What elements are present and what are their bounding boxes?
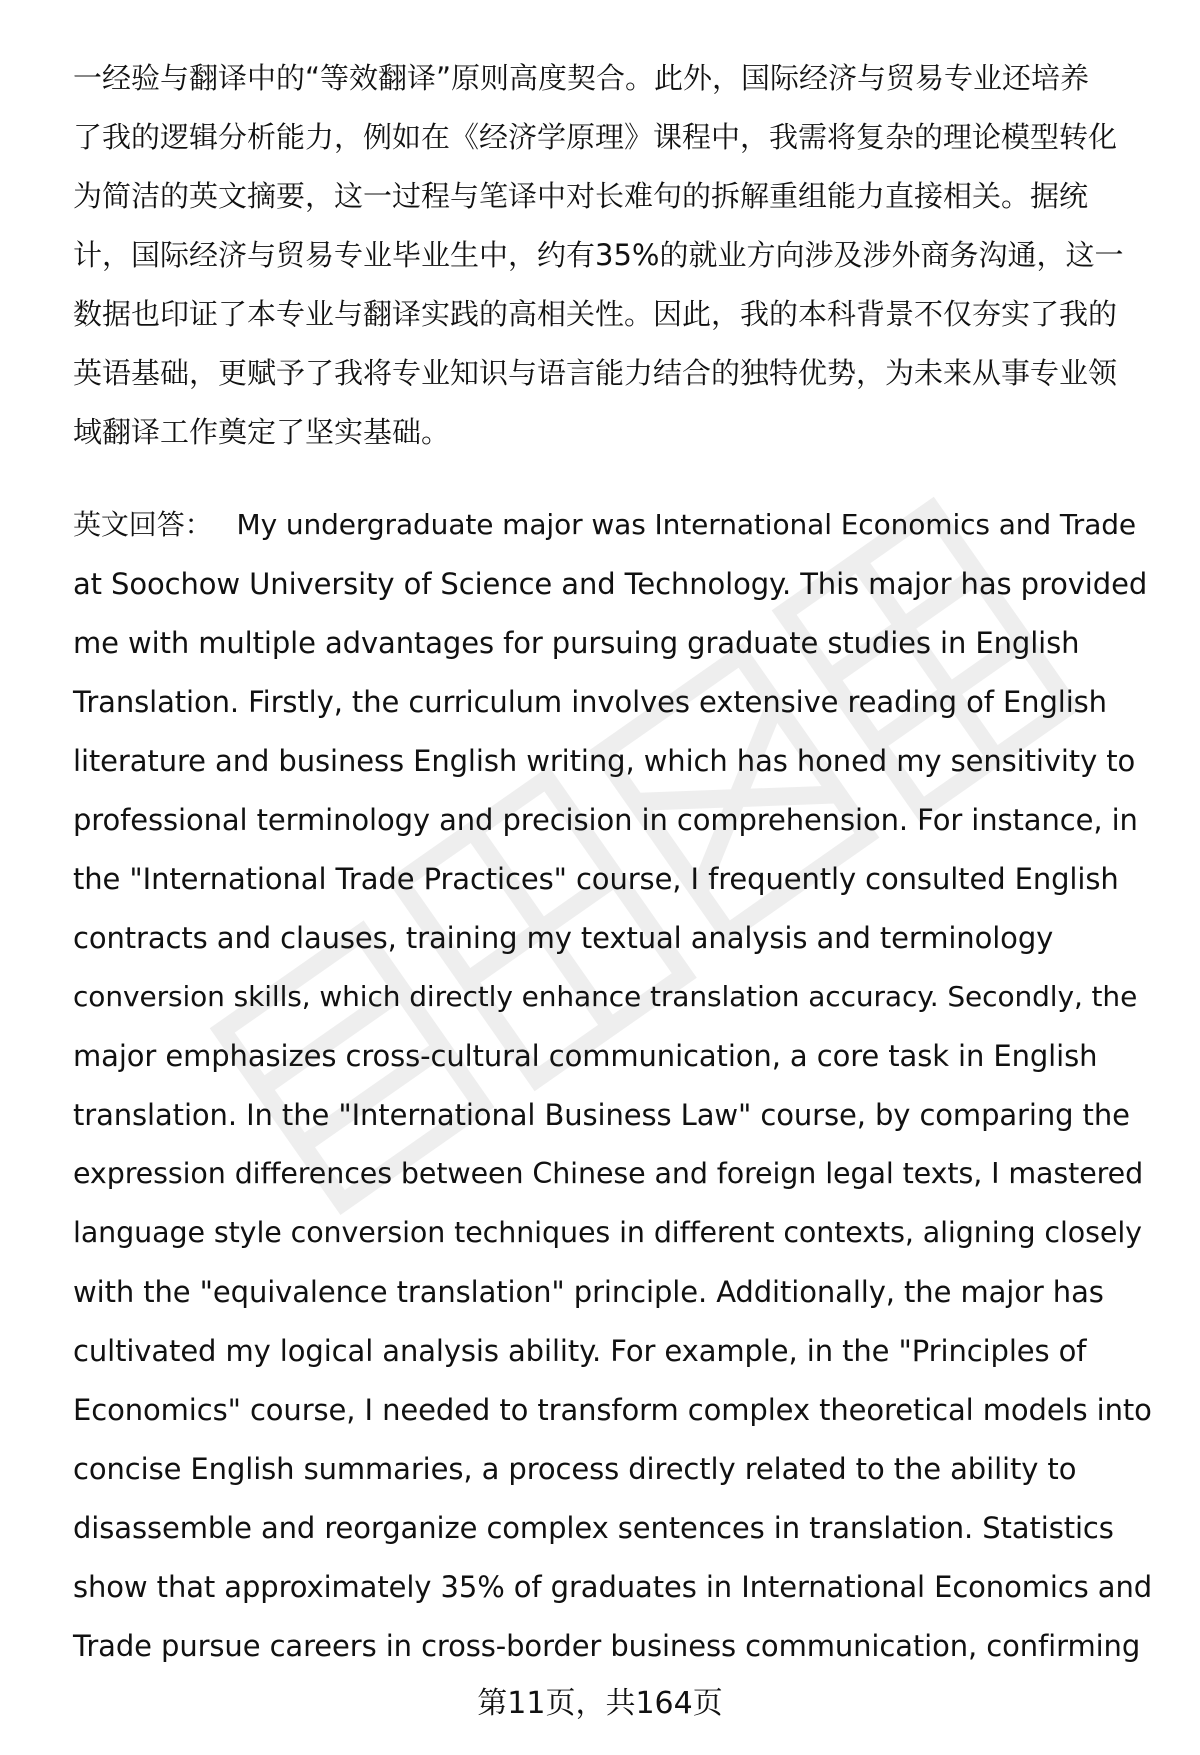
paragraph-line: 了我的逻辑分析能力，例如在《经济学原理》课程中，我需将复杂的理论模型转化 — [73, 120, 1118, 154]
page-number-footer: 第11页，共164页 — [477, 1686, 723, 1721]
answer-label: 英文回答： — [73, 508, 213, 541]
paragraph-line: expression differences between Chinese and foreign legal texts, I mastered — [73, 1157, 1144, 1190]
paragraph-line: 计，国际经济与贸易专业毕业生中，约有35%的就业方向涉及涉外商务沟通，这一 — [73, 238, 1124, 272]
paragraph-line: show that approximately 35% of graduates in International Economics and — [73, 1570, 1153, 1604]
paragraph-line: me with multiple advantages for pursuing graduate studies in English — [73, 626, 1080, 660]
paragraph-line: 英语基础，更赋予了我将专业知识与语言能力结合的独特优势，为未来从事专业领 — [73, 356, 1118, 390]
paragraph-line: literature and business English writing, which has honed my sensitivity to — [73, 744, 1136, 778]
paragraph-line: at Soochow University of Science and Technology. This major has provided — [73, 567, 1148, 601]
paragraph-line: with the "equivalence translation" principle. Additionally, the major has — [73, 1275, 1104, 1309]
paragraph-line: disassemble and reorganize complex sentences in translation. Statistics — [73, 1511, 1114, 1545]
paragraph-line: language style conversion techniques in different contexts, aligning closely — [73, 1216, 1142, 1249]
paragraph-line: the "International Trade Practices" course, I frequently consulted English — [73, 862, 1119, 896]
paragraph-line: 域翻译工作奠定了坚实基础。 — [73, 415, 451, 449]
paragraph-line: 数据也印证了本专业与翻译实践的高相关性。因此，我的本科背景不仅夯实了我的 — [73, 297, 1118, 331]
paragraph-line: Trade pursue careers in cross-border business communication, confirming — [73, 1629, 1141, 1663]
paragraph-line: Economics" course, I needed to transform complex theoretical models into — [73, 1393, 1152, 1427]
paragraph-line: cultivated my logical analysis ability. For example, in the "Principles of — [73, 1334, 1087, 1368]
paragraph-line: My undergraduate major was International Economics and Trade — [236, 508, 1137, 541]
answer-first-line — [73, 505, 1136, 545]
paragraph-line: major emphasizes cross-cultural communication, a core task in English — [73, 1039, 1098, 1073]
paragraph-line: conversion skills, which directly enhance translation accuracy. Secondly, the — [73, 980, 1138, 1013]
paragraph-line: 一经验与翻译中的“等效翻译”原则高度契合。此外，国际经济与贸易专业还培养 — [73, 61, 1090, 95]
paragraph-line: translation. In the "International Business Law" course, by comparing the — [73, 1098, 1130, 1132]
paragraph-line: contracts and clauses, training my textual analysis and terminology — [73, 921, 1054, 955]
paragraph-line: Translation. Firstly, the curriculum involves extensive reading of English — [73, 685, 1107, 719]
paragraph-line: concise English summaries, a process directly related to the ability to — [73, 1452, 1077, 1486]
paragraph-line: 为简洁的英文摘要，这一过程与笔译中对长难句的拆解重组能力直接相关。据统 — [73, 179, 1089, 213]
paragraph-line: professional terminology and precision in comprehension. For instance, in — [73, 803, 1138, 837]
